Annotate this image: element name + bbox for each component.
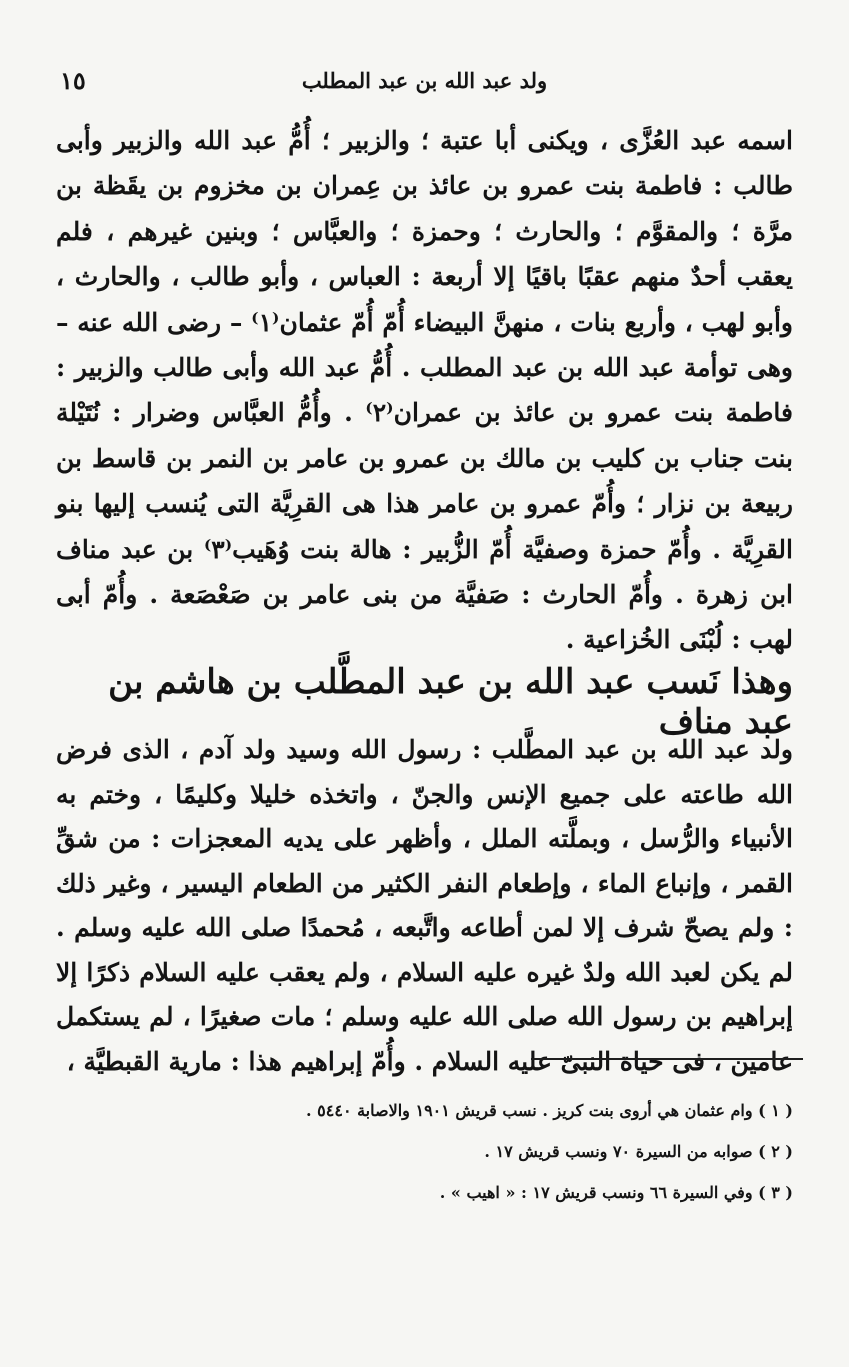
page-number: ١٥ [60, 66, 86, 95]
footnote-2: ( ٢ ) صوابه من السيرة ٧٠ ونسب قريش ١٧ . [484, 1142, 793, 1161]
body-paragraph-2: ولد عبد الله بن عبد المطَّلب : رسول الله وسيد ولد آدم ، الذى فرض الله طاعته على جميع الإنس والجنّ ، واتخذه خليلا وكليمًا ، وختم به الأنبياء والرُّسل ، وبملَّته الملل ، وأظهر على يديه المعجزات : من شقِّ القمر ، وإنباع الماء ، وإطعام النفر الكثير من الطعام اليسير ، وغير ذلك : ولم يصحّ شرف إلا لمن أطاعه واتَّبعه ، مُحمدًا صلى الله عليه وسلم . لم يكن لعبد الله ولدٌ غيره عليه السلام ، ولم يعقب عليه السلام ذكرًا إلا إبراهيم بن رسول الله صلى الله عليه وسلم ؛ مات صغيرًا ، لم يستكمل عامين ، فى حياة النبىّ عليه السلام . وأُمّ إبراهيم هذا : مارية القبطيَّة ، [56, 735, 793, 1076]
footnotes [56, 1090, 793, 1213]
footnote-1: ( ١ ) وام عثمان هي أروى بنت كريز . نسب قريش ١٩٠١ والاصابة ٥٤٤٠ . [306, 1101, 793, 1120]
footnote-divider [531, 1058, 803, 1060]
running-title: ولد عبد الله بن عبد المطلب [301, 68, 548, 93]
page-header [60, 58, 789, 98]
footnote-3: ( ٣ ) وفي السيرة ٦٦ ونسب قريش ١٧ : « اهيب » . [439, 1183, 793, 1202]
body-paragraph-1: اسمه عبد العُزَّى ، ويكنى أبا عتبة ؛ والزبير ؛ أُمُّ عبد الله والزبير وأبى طالب : فاطمة بنت عمرو بن عائذ بن عِمران بن مخزوم بن يقَظة بن مرَّة ؛ والمقوَّم ؛ والحارث ؛ وحمزة ؛ والعبَّاس ؛ وبنين غيرهم ، فلم يعقب أحدٌ منهم عقبًا باقيًا إلا أربعة : العباس ، وأبو طالب ، والحارث ، وأبو لهب ، وأربع بنات ، منهنَّ البيضاء أُمّ أُمّ عثمان⁽١⁾ – رضى الله عنه – وهى توأمة عبد الله بن عبد المطلب . أُمُّ عبد الله وأبى طالب والزبير : فاطمة بنت عمرو بن عائذ بن عمران⁽٢⁾ . وأُمُّ العبَّاس وضرار : نُتَيْلة بنت جناب بن كليب بن مالك بن عمرو بن عامر بن النمر بن قاسط بن ربيعة بن نزار ؛ وأُمّ عمرو بن عامر هذا هى القرِيَّة التى يُنسب إليها بنو القرِيَّة . وأُمّ حمزة وصفيَّة أُمّ الزُّبير : هالة بنت وُهَيب⁽٣⁾ بن عبد مناف ابن زهرة . وأُمّ الحارث : صَفيَّة من بنى عامر بن صَعْصَعة . وأُمّ أبى لهب : لُبْنَى الخُزاعية . [56, 126, 793, 655]
section-heading: وهذا نَسب عبد الله بن عبد المطَّلب بن هاشم بن عبد مناف [108, 662, 793, 742]
